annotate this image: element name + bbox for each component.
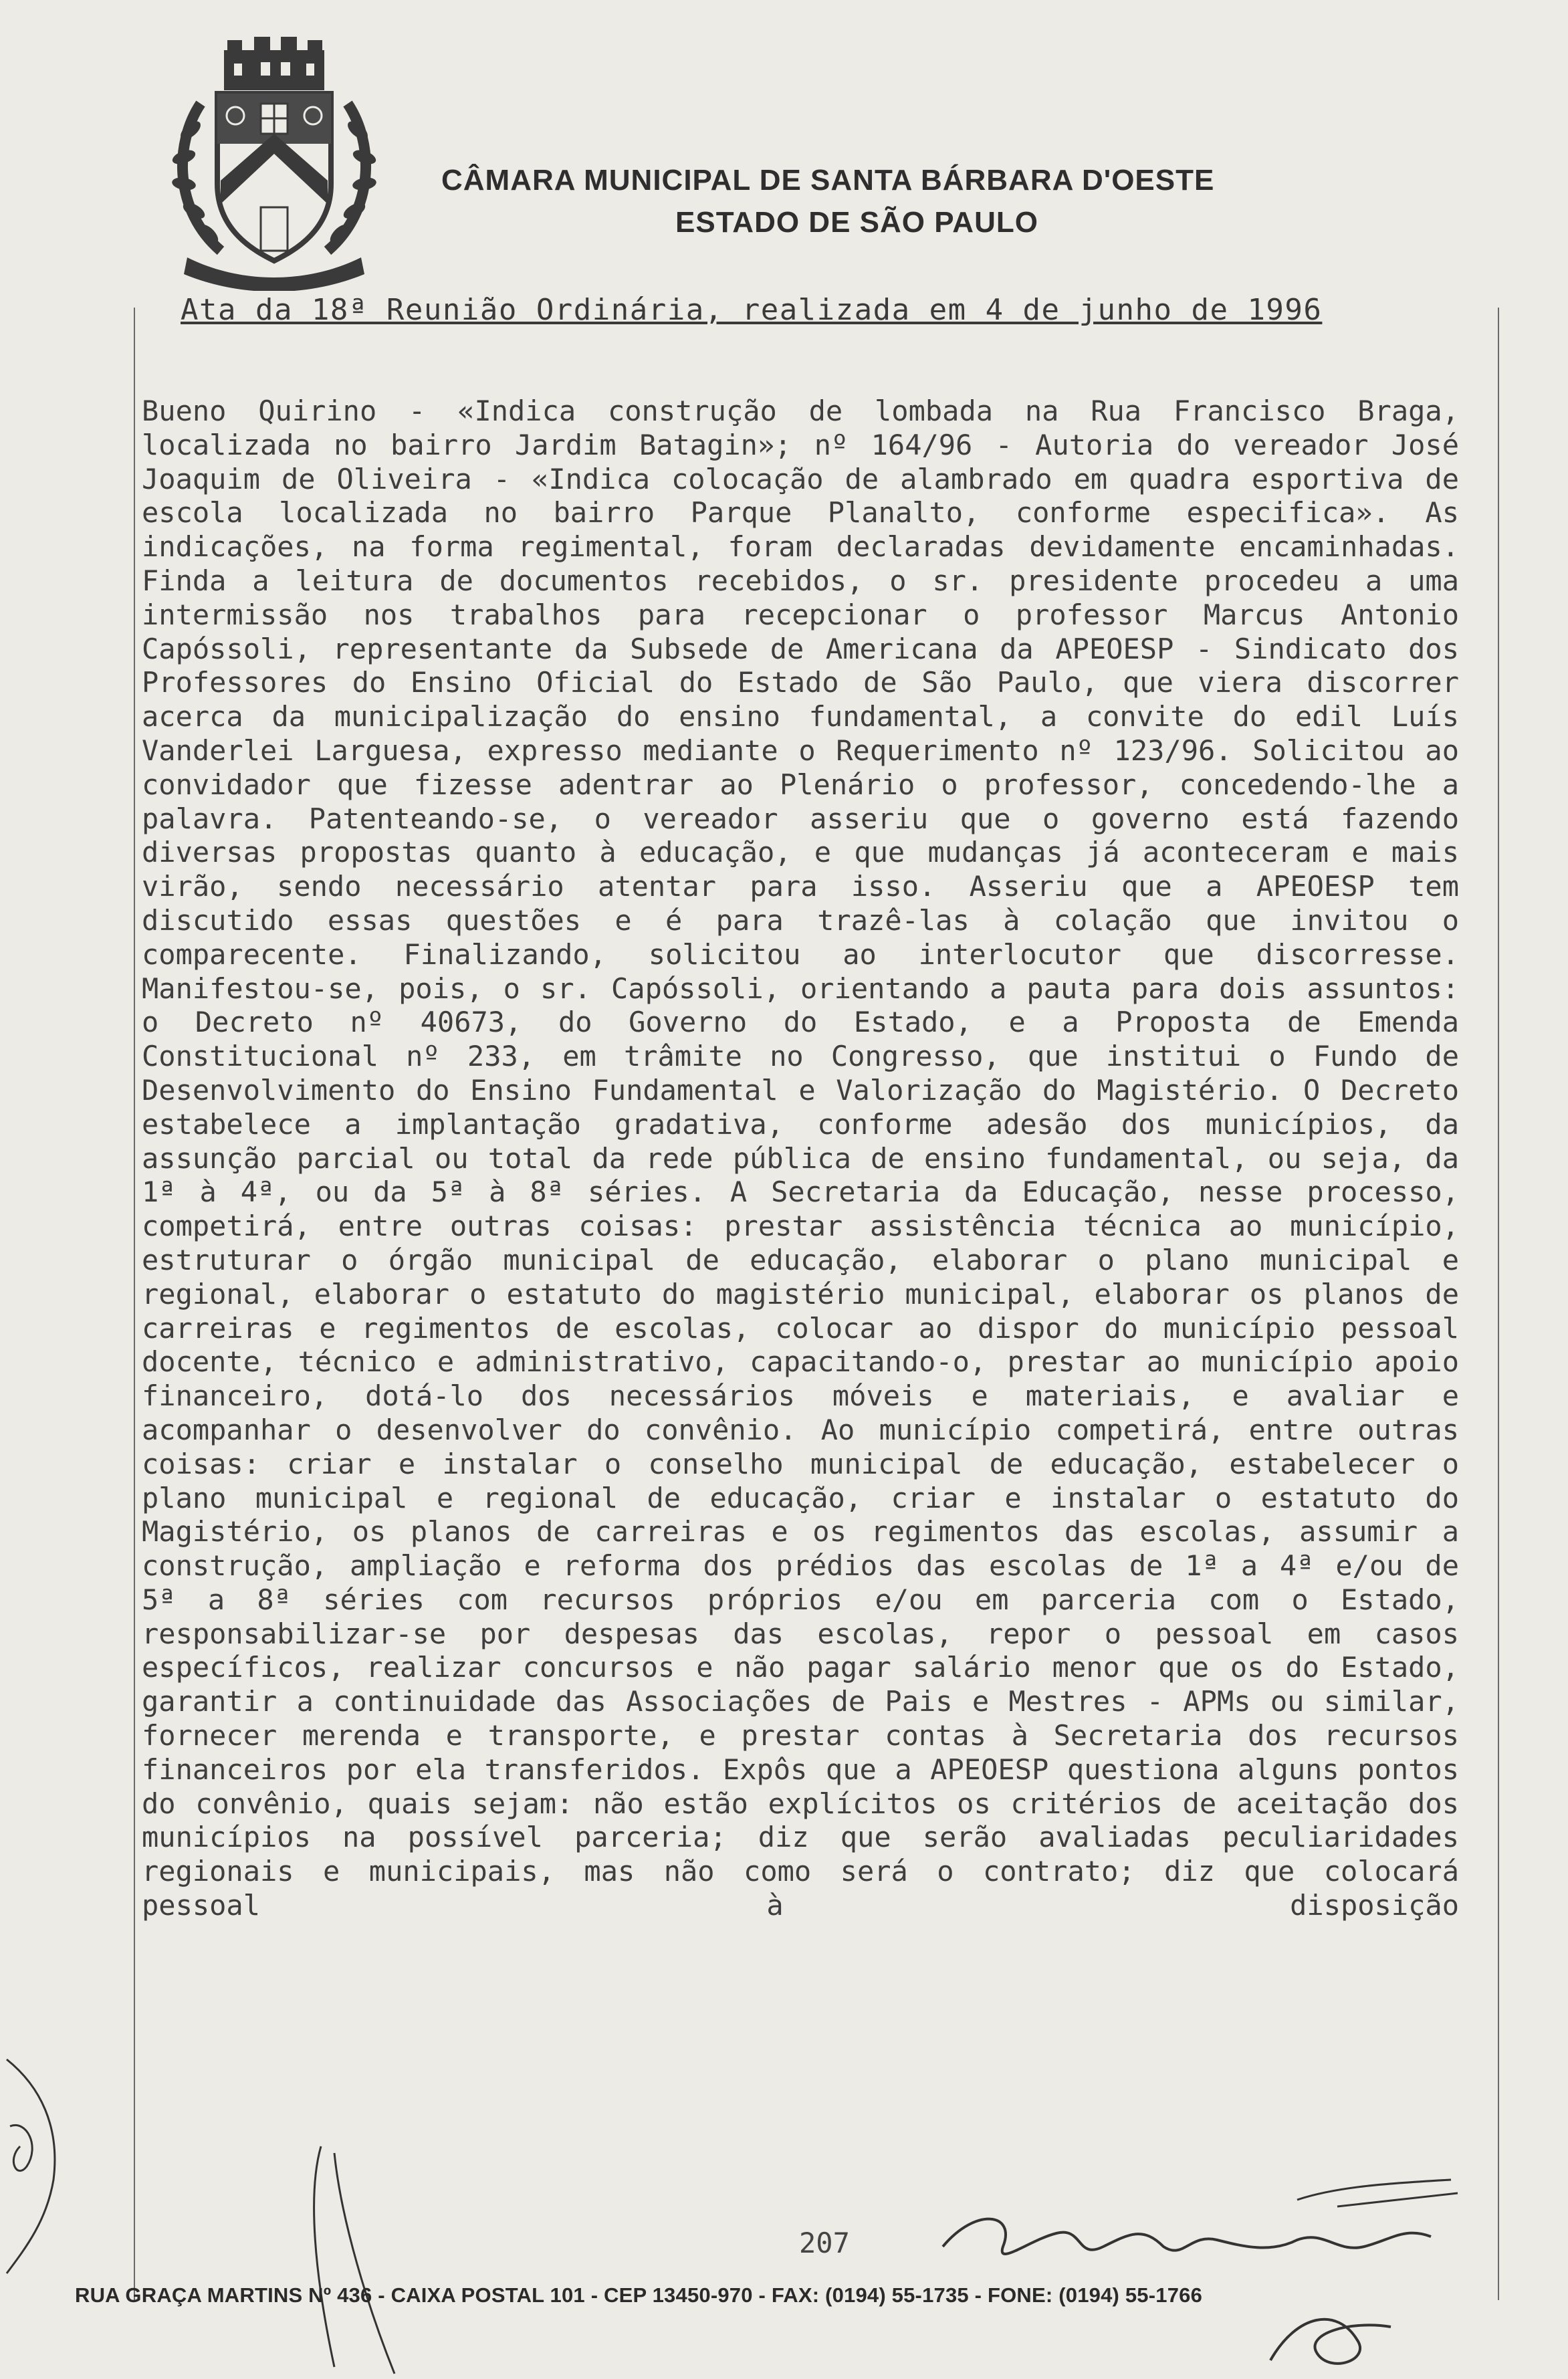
left-margin-rule [134,308,135,2300]
body-paragraph: Bueno Quirino - «Indica construção de lombada na Rua Francisco Braga, localizada no bairro Jardim Batagin»; nº 164/96 - Autoria do vereador José Joaquim de Oliveira - «Indica colocação de alambrado em quadra esportiva de escola localizada no bairro Parque Planalto, conforme especifica». As indicações, na forma regimental, foram declaradas devidamente encaminhadas. Finda a leitura de documentos recebidos, o sr. presidente procedeu a uma intermissão nos trabalhos para recepcionar o professor Marcus Antonio Capóssoli, representante da Subsede de Americana da APEOESP - Sindicato dos Professores do Ensino Oficial do Estado de São Paulo, que viera discorrer acerca da municipalização do ensino fundamental, a convite do edil Luís Vanderlei Larguesa, expresso mediante o Requerimento nº 123/96. Solicitou ao convidador que fizesse adentrar ao Plenário o professor, concedendo-lhe a palavra. Patenteando-se, o vereador asseriu que o governo está fazendo diversas propostas quanto à educação, e que mudanças já aconteceram e mais virão, sendo necessário atentar para isso. Asseriu que a APEOESP tem discutido essas questões e é para trazê-las à colação que invitou o comparecente. Finalizando, solicitou ao interlocutor que discorresse. Manifestou-se, pois, o sr. Capóssoli, orientando a pauta para dois assuntos: o Decreto nº 40673, do Governo do Estado, e a Proposta de Emenda Constitucional nº 233, em trâmite no Congresso, que institui o Fundo de Desenvolvimento do Ensino Fundamental e Valorização do Magistério. O Decreto estabelece a implantação gradativa, conforme adesão dos municípios, da assunção parcial ou total da rede pública de ensino fundamental, ou seja, da 1ª à 4ª, ou da 5ª à 8ª séries. A Secretaria da Educação, nesse processo, competirá, entre outras coisas: prestar assistência técnica ao município, estruturar o órgão municipal de educação, elaborar o plano municipal e regional, elaborar o estatuto do magistério municipal, elaborar os planos de carreiras e regimentos de escolas, colocar ao dispor do município pessoal docente, técnico e administrativo, capacitando-o, prestar ao município apoio financeiro, dotá-lo dos necessários móveis e materiais, e avaliar e acompanhar o desenvolver do convênio. Ao município competirá, entre outras coisas: criar e instalar o conselho municipal de educação, estabelecer o plano municipal e regional de educação, criar e instalar o estatuto do Magistério, os planos de carreiras e os regimentos das escolas, assumir a construção, ampliação e reforma dos prédios das escolas de 1ª a 4ª e/ou de 5ª a 8ª séries com recursos próprios e/ou em parceria com o Estado, responsabilizar-se por despesas das escolas, repor o pessoal em casos específicos, realizar concursos e não pagar salário menor que os do Estado, garantir a continuidade das Associações de Pais e Mestres - APMs ou similar, fornecer merenda e transporte, e prestar contas à Secretaria dos recursos financeiros por ela transferidos. Expôs que a APEOESP questiona alguns pontos do convênio, quais sejam: não estão explícitos os critérios de aceitação dos municípios na possível parceria; diz que serão avaliadas peculiaridades regionais e municipais, mas não como será o contrato; diz que colocará pessoal à disposição [142,394,1459,1922]
minutes-title: Ata da 18ª Reunião Ordinária, realizada em 4 de junho de 1996 [181,293,1323,327]
page-number: 207 [799,2227,850,2259]
handwritten-initials-bottom [1257,2300,1404,2379]
right-margin-rule [1498,308,1499,2300]
minutes-body [142,394,1459,1923]
footer-address: RUA GRAÇA MARTINS Nº 436 - CAIXA POSTAL 101 - CEP 13450-970 - FAX: (0194) 55-1735 - FONE: (0194) 55-1766 [75,2283,1203,2307]
handwritten-initials-left [0,2046,80,2287]
institution-name: CÂMARA MUNICIPAL DE SANTA BÁRBARA D'OESTE [441,164,1215,197]
handwritten-signature [923,2166,1511,2287]
handwritten-stroke [294,2140,428,2379]
municipal-coat-of-arms-icon [160,37,388,291]
state-name: ESTADO DE SÃO PAULO [675,206,1038,239]
